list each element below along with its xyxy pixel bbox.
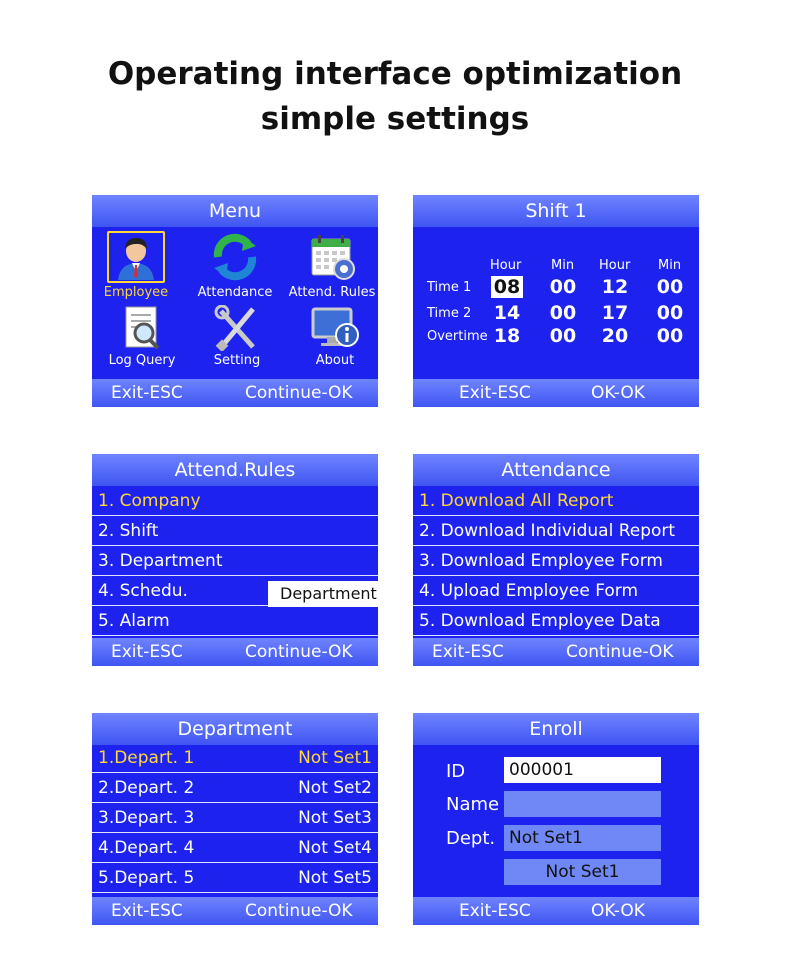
- department-name: 5.Depart. 5: [98, 868, 195, 888]
- overtime-start-min[interactable]: 00: [549, 325, 577, 347]
- row-label-overtime: Overtime: [427, 329, 488, 344]
- overtime-end-min[interactable]: 00: [656, 325, 684, 347]
- rule-item-shift[interactable]: 2. Shift: [92, 517, 378, 546]
- overtime-start-hour[interactable]: 18: [493, 325, 521, 347]
- time1-end-min[interactable]: 00: [656, 276, 684, 298]
- row-label-time-1: Time 1: [427, 280, 472, 295]
- menu-item-attendance[interactable]: [191, 231, 279, 300]
- overtime-end-hour[interactable]: 20: [601, 325, 629, 347]
- time1-end-hour[interactable]: 12: [601, 276, 629, 298]
- continue-ok-hint: Continue-OK: [245, 642, 353, 662]
- menu-item-label: About: [315, 353, 355, 368]
- time2-start-min[interactable]: 00: [549, 302, 577, 324]
- rule-item-alarm[interactable]: 5. Alarm: [92, 607, 378, 636]
- column-min: Min: [658, 258, 682, 273]
- department-footer: [92, 897, 378, 925]
- menu-item-setting[interactable]: [193, 305, 281, 368]
- attendance-title: Attendance: [413, 454, 699, 486]
- attendance-panel: [413, 454, 699, 666]
- time2-end-min[interactable]: 00: [656, 302, 684, 324]
- department-value: Not Set4: [298, 838, 372, 858]
- column-hour: Hour: [490, 258, 522, 273]
- department-item[interactable]: [92, 774, 378, 803]
- id-input[interactable]: 000001: [504, 757, 661, 783]
- attendance-item-download-individual-report[interactable]: 2. Download Individual Report: [413, 517, 699, 546]
- menu-item-about[interactable]: [291, 305, 378, 368]
- attendance-footer: [413, 638, 699, 666]
- attendance-item-download-employee-data[interactable]: 5. Download Employee Data: [413, 607, 699, 636]
- name-label: Name: [446, 794, 500, 815]
- log-query-icon: [120, 305, 164, 351]
- menu-footer: [92, 379, 378, 407]
- about-icon: [309, 305, 361, 351]
- exit-esc-hint: Exit-ESC: [432, 642, 504, 662]
- enroll-panel: [413, 713, 699, 925]
- rule-item-company[interactable]: 1. Company: [92, 487, 378, 516]
- attendance-item-upload-employee-form[interactable]: 4. Upload Employee Form: [413, 577, 699, 606]
- department-name: 2.Depart. 2: [98, 778, 195, 798]
- column-hour: Hour: [599, 258, 631, 273]
- menu-item-attend-rules[interactable]: [288, 231, 376, 300]
- menu-panel: [92, 195, 378, 407]
- rule-item-department[interactable]: 3. Department: [92, 547, 378, 576]
- ok-ok-hint: OK-OK: [591, 383, 645, 403]
- department-value: Not Set2: [298, 778, 372, 798]
- department-popup[interactable]: Department: [268, 581, 378, 607]
- exit-esc-hint: Exit-ESC: [111, 901, 183, 921]
- row-label-time-2: Time 2: [427, 306, 472, 321]
- exit-esc-hint: Exit-ESC: [459, 383, 531, 403]
- dept-select[interactable]: Not Set1: [504, 825, 661, 851]
- enroll-footer: [413, 897, 699, 925]
- menu-item-log-query[interactable]: [98, 305, 186, 368]
- attendance-item-download-employee-form[interactable]: 3. Download Employee Form: [413, 547, 699, 576]
- menu-item-label: Attend. Rules: [288, 285, 376, 300]
- shift-title: Shift 1: [413, 195, 699, 227]
- exit-esc-hint: Exit-ESC: [111, 383, 183, 403]
- continue-ok-hint: Continue-OK: [566, 642, 674, 662]
- calendar-icon: [306, 231, 358, 283]
- department-title: Department: [92, 713, 378, 745]
- id-label: ID: [446, 761, 466, 782]
- ok-ok-hint: OK-OK: [591, 901, 645, 921]
- continue-ok-hint: Continue-OK: [245, 901, 353, 921]
- department-value: Not Set5: [298, 868, 372, 888]
- attend-rules-title: Attend.Rules: [92, 454, 378, 486]
- attendance-icon: [208, 231, 262, 283]
- employee-icon: [114, 234, 158, 280]
- time2-start-hour[interactable]: 14: [493, 302, 521, 324]
- department-item[interactable]: [92, 804, 378, 833]
- exit-esc-hint: Exit-ESC: [111, 642, 183, 662]
- headline-line-2: simple settings: [260, 101, 530, 137]
- time1-start-hour[interactable]: 08: [491, 276, 523, 298]
- dept-option[interactable]: Not Set1: [504, 859, 661, 885]
- attendance-item-download-all-report[interactable]: 1. Download All Report: [413, 487, 699, 516]
- time1-start-min[interactable]: 00: [549, 276, 577, 298]
- dept-label: Dept.: [446, 828, 496, 849]
- name-input[interactable]: [504, 791, 661, 817]
- menu-title: Menu: [92, 195, 378, 227]
- shift-panel: [413, 195, 699, 407]
- department-value: Not Set3: [298, 808, 372, 828]
- shift-footer: [413, 379, 699, 407]
- attend-rules-panel: [92, 454, 378, 666]
- department-item[interactable]: [92, 744, 378, 773]
- enroll-title: Enroll: [413, 713, 699, 745]
- department-name: 4.Depart. 4: [98, 838, 195, 858]
- menu-item-label: Employee: [103, 285, 169, 300]
- time2-end-hour[interactable]: 17: [601, 302, 629, 324]
- menu-item-label: Log Query: [108, 353, 176, 368]
- department-value: Not Set1: [298, 748, 372, 768]
- department-name: 3.Depart. 3: [98, 808, 195, 828]
- menu-item-employee[interactable]: [92, 231, 180, 300]
- menu-item-label: Attendance: [197, 285, 273, 300]
- continue-ok-hint: Continue-OK: [245, 383, 353, 403]
- tools-icon: [213, 305, 261, 351]
- department-item[interactable]: [92, 864, 378, 893]
- menu-item-label: Setting: [213, 353, 261, 368]
- attend-rules-footer: [92, 638, 378, 666]
- department-name: 1.Depart. 1: [98, 748, 195, 768]
- column-min: Min: [551, 258, 575, 273]
- rule-item-schedule[interactable]: 4. Schedu.: [92, 577, 378, 606]
- headline-line-1: Operating interface optimization: [107, 56, 683, 92]
- exit-esc-hint: Exit-ESC: [459, 901, 531, 921]
- department-panel: [92, 713, 378, 925]
- department-item[interactable]: [92, 834, 378, 863]
